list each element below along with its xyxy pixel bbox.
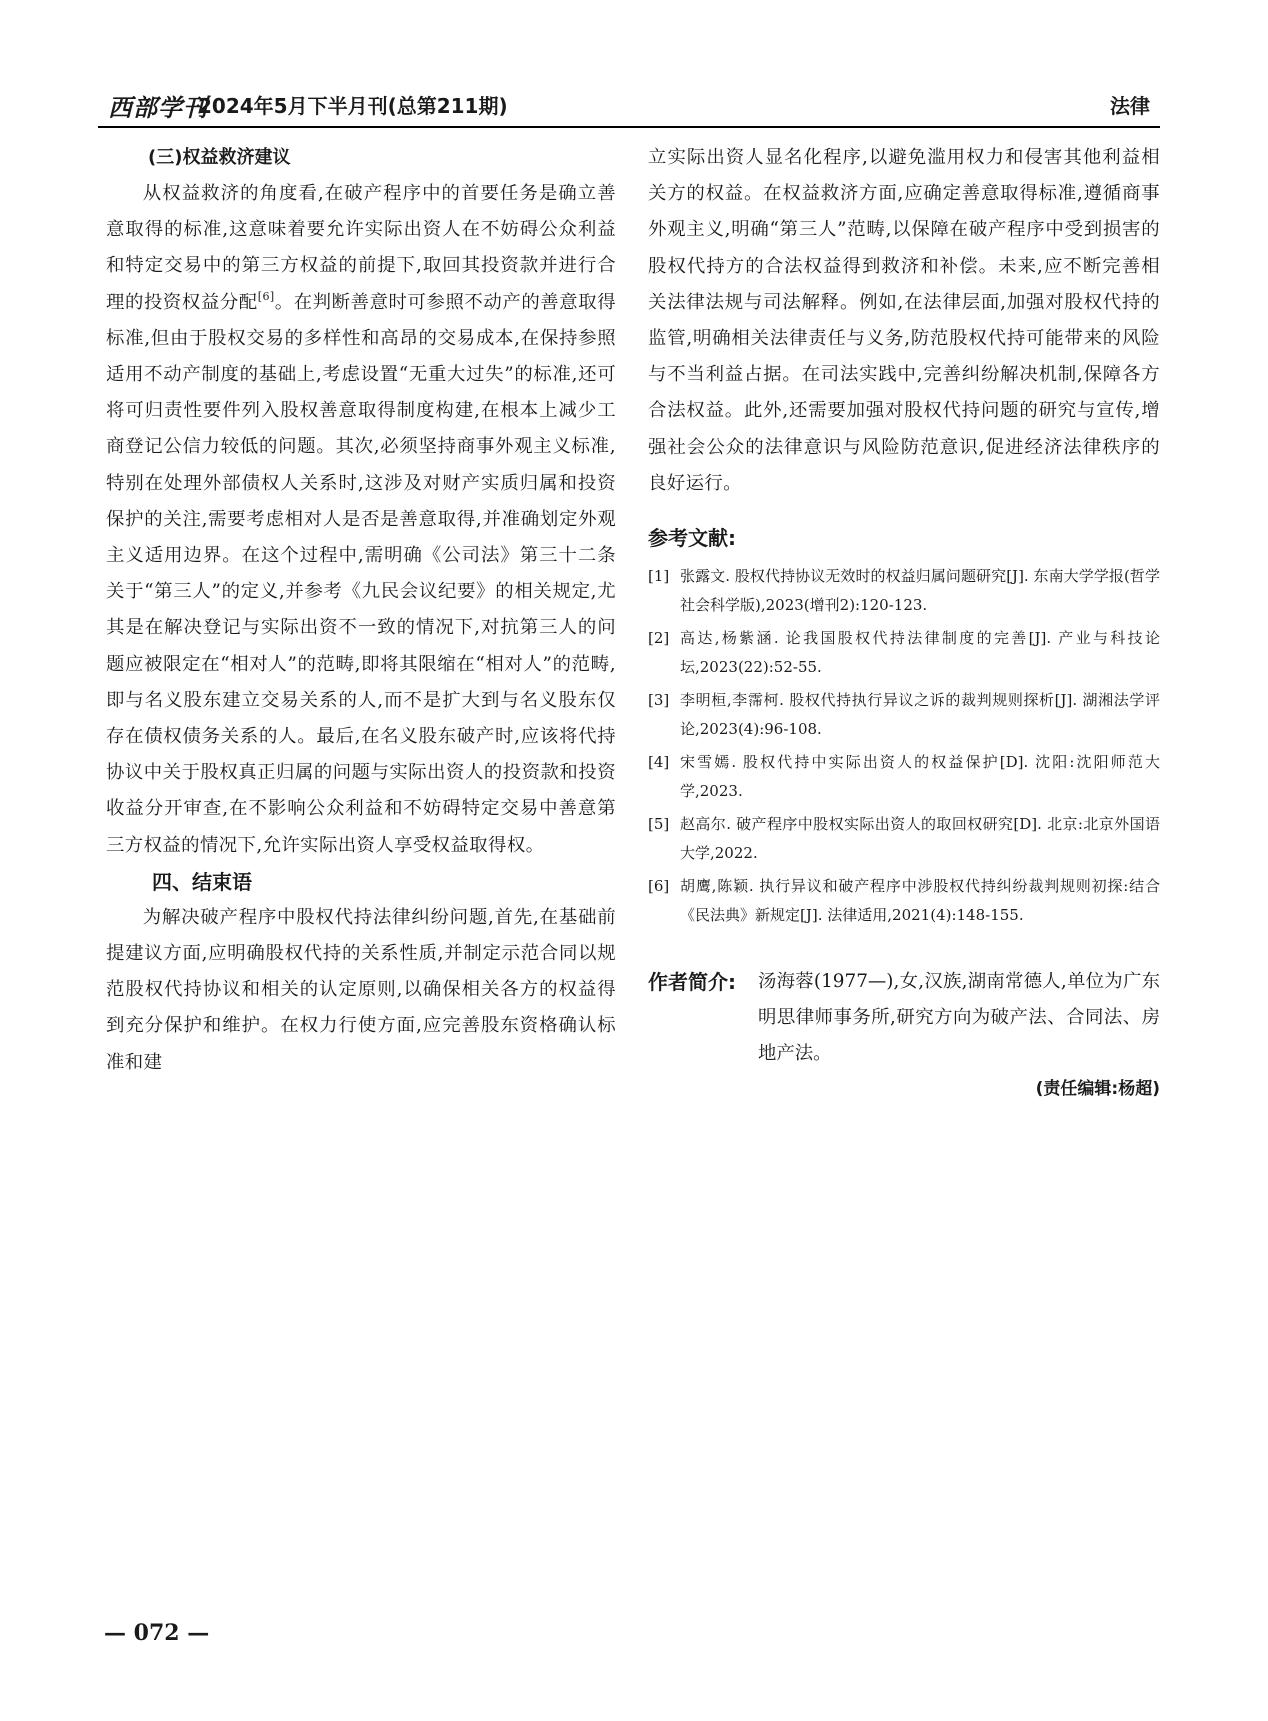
reference-item: [648, 624, 1160, 682]
references-title: 参考文献:: [648, 526, 736, 551]
right-column: [648, 140, 1160, 1104]
issue-info: 2024年5月下半月刊(总第211期): [198, 94, 508, 118]
author-bio: [648, 964, 1160, 1072]
author-text: 汤海蓉(1977—),女,汉族,湖南常德人,单位为广东明思律师事务所,研究方向为破产法、合同法、房地产法。: [758, 971, 1160, 1065]
reference-list: [648, 562, 1160, 930]
body-paragraph-continued: 立实际出资人显名化程序,以避免滥用权力和侵害其他利益相关方的权益。在权益救济方面,应确定善意取得标准,遵循商事外观主义,明确“第三人”范畴,以保障在破产程序中受到损害的股权代持方的合法权益得到救济和补偿。未来,应不断完善相关法律法规与司法解释。例如,在法律层面,加强对股权代持的监管,明确相关法律责任与义务,防范股权代持可能带来的风险与不当利益占据。在司法实践中,完善纠纷解决机制,保障各方合法权益。此外,还需要加强对股权代持问题的研究与宣传,增强社会公众的法律意识与风险防范意识,促进经济法律秩序的良好运行。: [648, 147, 1160, 494]
reference-number: [5]: [648, 815, 670, 834]
body-paragraph-2: 为解决破产程序中股权代持法律纠纷问题,首先,在基础前提建议方面,应明确股权代持的关系性质,并制定示范合同以规范股权代持协议和相关的认定原则,以确保相关各方的权益得到充分保护和维护。在权力行使方面,应完善股东资格确认标准和建: [106, 906, 616, 1073]
paragraph-text: 从权益救济的角度看,在破产程序中的首要任务是确立善意取得的标准,这意味着要允许实际出资人在不妨碍公众利益和特定交易中的第三方权益的前提下,取回其投资款并进行合理的投资权益分配: [106, 183, 616, 313]
left-column: [106, 140, 616, 1081]
section-title: 四、结束语: [152, 869, 252, 894]
body-paragraph-1: [106, 176, 616, 864]
reference-number: [4]: [648, 753, 670, 772]
reference-item: [648, 872, 1160, 930]
section-name: 法律: [1110, 94, 1150, 118]
journal-logo: 西部学刊: [108, 93, 208, 122]
reference-item: [648, 810, 1160, 868]
reference-text: 张露文. 股权代持协议无效时的权益归属问题研究[J]. 东南大学学报(哲学社会科学版),2023(增刊2):120-123.: [680, 567, 1160, 615]
running-header: [98, 86, 1160, 128]
reference-number: [1]: [648, 567, 670, 586]
reference-number: [3]: [648, 691, 670, 710]
reference-item: [648, 562, 1160, 620]
reference-number: [2]: [648, 629, 670, 648]
reference-text: 胡鹰,陈颖. 执行异议和破产程序中涉股权代持纠纷裁判规则初探:结合《民法典》新规定[J]. 法律适用,2021(4):148-155.: [680, 877, 1160, 925]
citation-marker: [6]: [257, 289, 275, 303]
reference-item: [648, 686, 1160, 744]
reference-text: 高达,杨紫涵. 论我国股权代持法律制度的完善[J]. 产业与科技论坛,2023(22):52-55.: [680, 629, 1160, 677]
author-label: 作者简介:: [648, 970, 736, 995]
reference-text: 赵高尔. 破产程序中股权实际出资人的取回权研究[D]. 北京:北京外国语大学,2022.: [680, 815, 1160, 863]
page-number: — 072 —: [104, 1620, 210, 1646]
reference-text: 宋雪嫣. 股权代持中实际出资人的权益保护[D]. 沈阳:沈阳师范大学,2023.: [680, 753, 1160, 801]
paragraph-text: 。在判断善意时可参照不动产的善意取得标准,但由于股权交易的多样性和高昂的交易成本,在保持参照适用不动产制度的基础上,考虑设置“无重大过失”的标准,还可将可归责性要件列入股权善意取得制度构建,在根本上减少工商登记公信力较低的问题。其次,必须坚持商事外观主义标准,特别在处理外部债权人关系时,这涉及对财产实质归属和投资保护的关注,需要考虑相对人是否是善意取得,并准确划定外观主义适用边界。在这个过程中,需明确《公司法》第三十二条关于“第三人”的定义,并参考《九民会议纪要》的相关规定,尤其是在解决登记与实际出资不一致的情况下,对抗第三人的问题应被限定在“相对人”的范畴,即将其限缩在“相对人”的范畴,即与名义股东建立交易关系的人,而不是扩大到与名义股东仅存在债权债务关系的人。最后,在名义股东破产时,应该将代持协议中关于股权真正归属的问题与实际出资人的投资款和投资收益分开审查,在不影响公众利益和不妨碍特定交易中善意第三方权益的情况下,允许实际出资人享受权益取得权。: [106, 291, 617, 856]
reference-item: [648, 748, 1160, 806]
reference-number: [6]: [648, 877, 670, 896]
reference-text: 李明桓,李霈柯. 股权代持执行异议之诉的裁判规则探析[J]. 湖湘法学评论,2023(4):96-108.: [680, 691, 1160, 739]
subsection-title: (三)权益救济建议: [148, 147, 291, 168]
responsible-editor: (责任编辑:杨超): [1035, 1079, 1160, 1100]
